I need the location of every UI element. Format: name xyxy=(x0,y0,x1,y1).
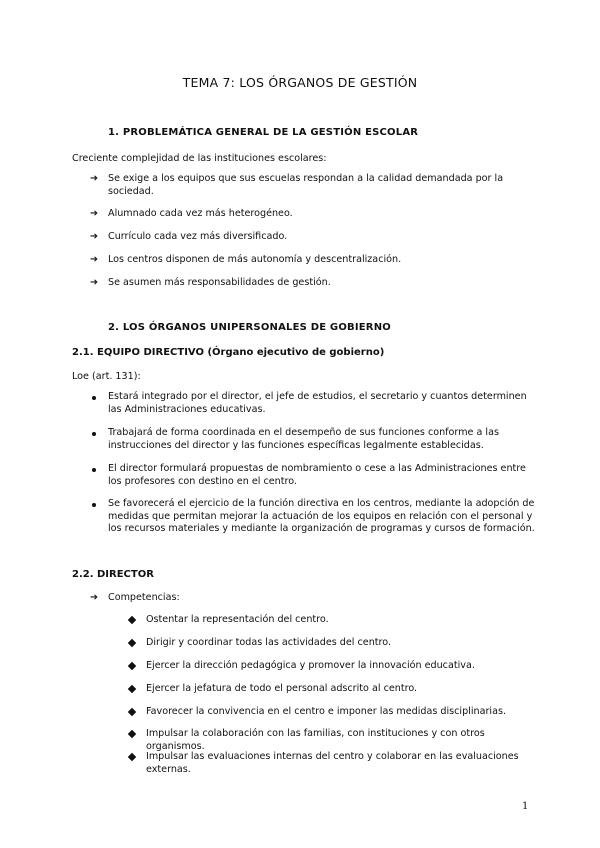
subsection-2-1-heading: 2.1. EQUIPO DIRECTIVO (Órgano ejecutivo de gobierno) xyxy=(72,347,385,358)
subsection-2-1-intro: Loe (art. 131): xyxy=(72,371,141,382)
arrow-icon: ➔ xyxy=(90,592,99,603)
bullet-icon xyxy=(92,432,96,436)
list-item: Se favorecerá el ejercicio de la función directiva en los centros, mediante la adopción de medidas que permitan mejorar la actuación de los equipos en relación con el personal y los recursos materiales y mediante la organización de programas y cursos de formación. xyxy=(90,498,540,536)
list-item: El director formulará propuestas de nombramiento o cese a las Administraciones entre los profesores con destino en el centro. xyxy=(90,463,540,488)
arrow-icon: ➔ xyxy=(90,173,99,184)
subsection-2-2-heading: 2.2. DIRECTOR xyxy=(72,569,154,580)
list-item: Dirigir y coordinar todas las actividades del centro. xyxy=(128,637,538,650)
list-item: Impulsar las evaluaciones internas del centro y colaborar en las evaluaciones externas. xyxy=(128,751,538,776)
arrow-icon: ➔ xyxy=(90,208,99,219)
bullet-icon xyxy=(92,396,96,400)
section-1-intro: Creciente complejidad de las instituciones escolares: xyxy=(72,153,327,164)
diamond-bullet-icon xyxy=(128,639,136,647)
list-item: ➔ Los centros disponen de más autonomía y descentralización. xyxy=(90,254,402,265)
bullet-icon xyxy=(92,503,96,507)
list-item: Estará integrado por el director, el jefe de estudios, el secretario y cuantos determinen las Administraciones educativas. xyxy=(90,391,540,416)
page-title: TEMA 7: LOS ÓRGANOS DE GESTIÓN xyxy=(182,75,418,90)
page-number: 1 xyxy=(522,801,529,812)
list-item: Impulsar la colaboración con las familias, con instituciones y con otros organismos. xyxy=(128,728,538,753)
diamond-bullet-icon xyxy=(128,730,136,738)
diamond-bullet-icon xyxy=(128,616,136,624)
section-1-heading: 1. PROBLEMÁTICA GENERAL DE LA GESTIÓN ESCOLAR xyxy=(108,127,419,138)
list-item: ➔ Alumnado cada vez más heterogéneo. xyxy=(90,208,293,219)
arrow-icon: ➔ xyxy=(90,277,99,288)
arrow-icon: ➔ xyxy=(90,231,99,242)
diamond-bullet-icon xyxy=(128,685,136,693)
competencias-label: ➔ Competencias: xyxy=(90,592,180,603)
diamond-bullet-icon xyxy=(128,753,136,761)
bullet-icon xyxy=(92,468,96,472)
list-item: Ostentar la representación del centro. xyxy=(128,614,538,627)
section-2-heading: 2. LOS ÓRGANOS UNIPERSONALES DE GOBIERNO xyxy=(108,322,391,333)
list-item: Ejercer la jefatura de todo el personal adscrito al centro. xyxy=(128,683,538,696)
list-item: Trabajará de forma coordinada en el desempeño de sus funciones conforme a las instrucciones del director y las funciones específicas legalmente establecidas. xyxy=(90,427,540,452)
list-item: ➔ Currículo cada vez más diversificado. xyxy=(90,231,288,242)
arrow-icon: ➔ xyxy=(90,254,99,265)
list-item: Favorecer la convivencia en el centro e imponer las medidas disciplinarias. xyxy=(128,706,538,719)
diamond-bullet-icon xyxy=(128,708,136,716)
diamond-bullet-icon xyxy=(128,662,136,670)
list-item: ➔ Se exige a los equipos que sus escuelas respondan a la calidad demandada por la sociedad. xyxy=(90,173,504,197)
list-item: Ejercer la dirección pedagógica y promover la innovación educativa. xyxy=(128,660,538,673)
list-item: ➔ Se asumen más responsabilidades de gestión. xyxy=(90,277,331,288)
